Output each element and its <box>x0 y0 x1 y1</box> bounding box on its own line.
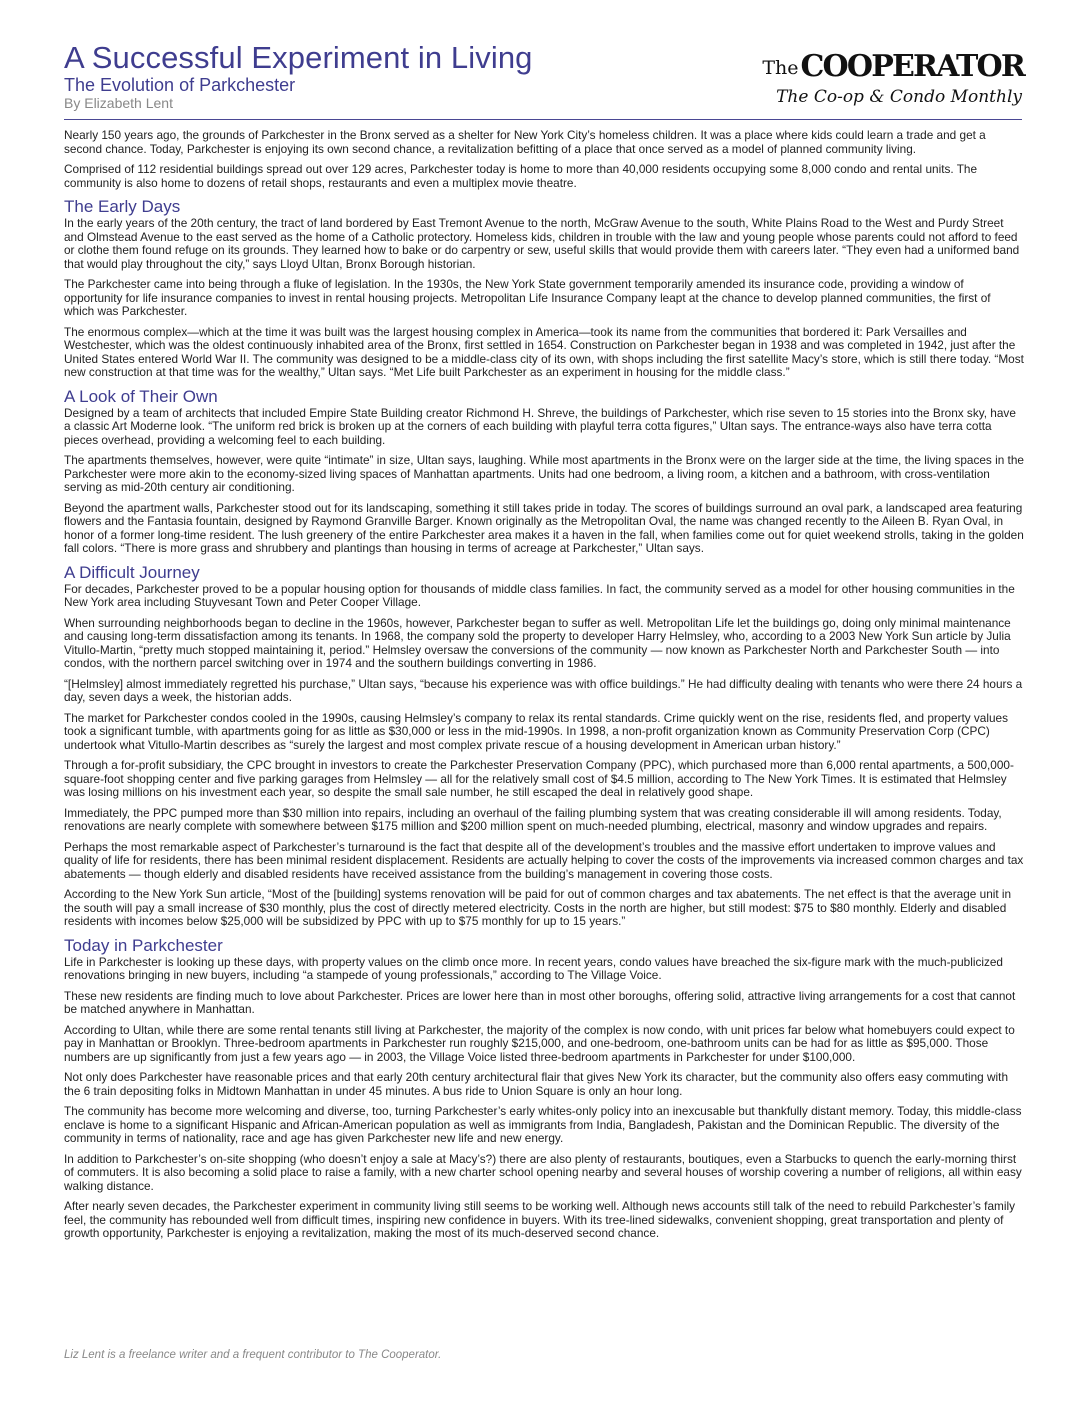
body-paragraph: Not only does Parkchester have reasonable prices and that early 20th century architectural flair that gives New York its character, but the community also offers easy commuting with the 6 train depositing folks in Midtown Manhattan in under 45 minutes. A bus ride to Union Square is only an hour long. <box>64 1070 1009 1098</box>
body-paragraph: Designed by a team of architects that included Empire State Building creator Richmond H. Shreve, the buildings of Parkchester, which rise seven to 15 stories into the Bronx sky, have a classic Art Moderne look. “The uniform red brick is broken up at the corners of each building with playful terra cotta figures,” Ultan says. The entrance-ways also have terra cotta pieces overhead, providing a welcoming feel to each building. <box>64 405 1016 447</box>
body-paragraph: In the early years of the 20th century, the tract of land bordered by East Tremont Avenue to the north, McGraw Avenue to the south, White Plains Road to the West and Purdy Street and Olmstead Avenue to the east served as the home of a Catholic protectory. Homeless kids, children in trouble with the law and young people whose parents could not afford to feed or clothe them found refuge on its grounds. They learned how to bake or do carpentry or sew, useful skills that would provide them with careers later. “They even had a uniformed band that would play throughout the city,” says Lloyd Ultan, Bronx Borough historian. <box>64 216 1020 271</box>
body-paragraph: The enormous complex—which at the time it was built was the largest housing complex in America—took its name from the communities that bordered it: Park Versailles and Westchester, which was the oldest continuously inhabited area of the Bronx, first settled in 1654. Construction on Parkchester began in 1938 and was completed in 1942, just after the United States entered World War II. The community was designed to be a middle-class city of its own, with shops including the first satellite Macy’s store, which is still there today. “Most new construction at that time was for the wealthy,” Ultan says. “Met Life built Parkchester as an experiment in housing for the middle class.” <box>64 324 1024 379</box>
body-paragraph: For decades, Parkchester proved to be a popular housing option for thousands of middle class families. In fact, the community served as a model for other housing communities in the New York area including Stuyvesant Town and Peter Cooper Village. <box>64 581 1015 609</box>
body-paragraph: These new residents are finding much to love about Parkchester. Prices are lower here than in most other boroughs, offering solid, attractive living arrangements for a cost that cannot be matched anywhere in Manhattan. <box>64 988 1016 1016</box>
body-paragraph: Immediately, the PPC pumped more than $30 million into repairs, including an overhaul of the failing plumbing system that was creating considerable ill will among residents. Today, renovations are nearly complete with somewhere between $175 million and $200 million spent on much-needed plumbing, electrical, masonry and window upgrades and repairs. <box>64 805 1002 833</box>
header-divider <box>64 119 1022 120</box>
article-byline: By Elizabeth Lent <box>64 95 173 111</box>
body-paragraph: The market for Parkchester condos cooled in the 1990s, causing Helmsley’s company to relax its rental standards. Crime quickly went on the rise, residents fled, and property values took a significant tumble, with apartments going for as little as $30,000 or less in the mid-1990s. In 1998, a non-profit organization known as Community Preservation Corp (CPC) undertook what Vitullo-Martin describes as “surely the largest and most complex private rescue of a housing development in American urban history.” <box>64 710 1008 752</box>
section-heading-early-days: The Early Days <box>64 197 181 216</box>
body-paragraph: According to Ultan, while there are some rental tenants still living at Parkchester, the majority of the complex is now condo, with unit prices far below what homebuyers could expect to pay in Manhattan or Brooklyn. Three-bedroom apartments in Parkchester run roughly $215,000, and one-bedroom, one-bathroom units can be had for as little as $95,000. Those numbers are up significantly from just a few years ago — in 2003, the Village Voice listed three-bedroom apartments in Parkchester for under $100,000. <box>64 1022 1015 1064</box>
section-heading-look-of-their-own: A Look of Their Own <box>64 386 218 406</box>
body-paragraph: Life in Parkchester is looking up these days, with property values on the climb once more. In recent years, condo values have breached the six-figure mark with the much-publicized renovations bringing in new buyers, including “a stampede of young professionals,” according to The Village Voice. <box>64 954 1003 982</box>
logo-tagline: The Co-op & Condo Monthly <box>776 87 1022 107</box>
publication-logo <box>724 49 1024 108</box>
logo-name: COOPERATOR <box>800 49 1024 84</box>
logo-the: The <box>762 57 799 79</box>
body-paragraph: According to the New York Sun article, “Most of the [building] systems renovation will be paid for out of common charges and tax abatements. The net effect is that the average unit in the south will pay a small increase of $30 monthly, plus the cost of directly metered electricity. Costs in the north are higher, but still modest: $75 to $80 monthly. Elderly and disabled residents with incomes below $25,000 will be subsidized by PPC with up to $75 monthly for up to 15 years.” <box>64 887 1012 928</box>
section-heading-difficult-journey: A Difficult Journey <box>64 562 200 582</box>
body-paragraph: “[Helmsley] almost immediately regretted his purchase,” Ultan says, “because his experience was with office buildings.” He had difficulty dealing with tenants who were there 24 hours a day, seven days a week, the historian adds. <box>64 676 1023 704</box>
body-paragraph: After nearly seven decades, the Parkchester experiment in community living still seems to be working well. Although news accounts still talk of the need to rebuild Parkchester’s family feel, the community has rebounded well from difficult times, inspiring new confidence in buyers. With its tree-lined sidewalks, convenient shopping, great transportation and plenty of growth opportunity, Parkchester is enjoying a revitalization, making the most of its much-deserved second chance. <box>64 1199 1015 1240</box>
author-note: Liz Lent is a freelance writer and a frequent contributor to The Cooperator. <box>64 1349 442 1361</box>
article-title: A Successful Experiment in Living <box>64 40 533 75</box>
body-paragraph: Beyond the apartment walls, Parkchester stood out for its landscaping, something it still takes pride in today. The scores of buildings surround an oval park, a landscaped area featuring flowers and the Fantasia fountain, designed by Raymond Granville Barger. Known originally as the Metropolitan Oval, the name was changed recently to the Aileen B. Ryan Oval, in honor of a former long-time resident. The lush greenery of the entire Parkchester area makes it a haven in the fall, when families come out for quiet weekend strolls, taking in the golden fall colors. “There is more grass and shrubbery and plantings than housing in terms of acreage at Parkchester,” Ultan says. <box>64 500 1024 555</box>
body-paragraph: In addition to Parkchester’s on-site shopping (who doesn’t enjoy a sale at Macy’s?) there are also plenty of restaurants, boutiques, even a Starbucks to quench the early-morning thirst of commuters. It is also becoming a solid place to raise a family, with a new charter school opening nearby and several houses of worship covering a number of religions, all within easy walking distance. <box>64 1151 1022 1193</box>
intro-paragraph: Comprised of 112 residential buildings spread out over 129 acres, Parkchester today is home to more than 40,000 residents occupying some 8,000 condo and rental units. The community is also home to dozens of retail shops, restaurants and even a multiplex movie theatre. <box>64 162 978 190</box>
body-paragraph: The community has become more welcoming and diverse, too, turning Parkchester’s early whites-only policy into an inexcusable but thankfully distant memory. Today, this middle-class enclave is home to a significant Hispanic and African-American population as well as immigrants from India, Bangladesh, Pakistan and the Dominican Republic. The diversity of the community in terms of nationality, race and age has given Parkchester new life and new energy. <box>64 1104 1022 1145</box>
logo-wordmark <box>724 49 1024 86</box>
body-paragraph: The Parkchester came into being through a fluke of legislation. In the 1930s, the New York State government temporarily amended its insurance code, providing a window of opportunity for life insurance companies to invest in rental housing projects. Metropolitan Life Insurance Company leapt at the chance to develop planned communities, the first of which was Parkchester. <box>64 277 991 318</box>
intro-paragraph: Nearly 150 years ago, the grounds of Parkchester in the Bronx served as a shelter for New York City’s homeless children. It was a place where kids could learn a trade and get a second chance. Today, Parkchester is enjoying its own second chance, a revitalization befitting of a place that once served as a model of planned community living. <box>64 128 986 156</box>
article-body <box>64 129 1024 1248</box>
body-paragraph: Perhaps the most remarkable aspect of Parkchester’s turnaround is the fact that despite all of the development’s troubles and the massive effort undertaken to improve values and quality of life for residents, there has been minimal resident displacement. Residents are actually helping to cover the costs of the improvements via increased common charges and tax abatements — though elderly and disabled residents have received assistance from the building’s management in covering those costs. <box>64 839 1024 881</box>
article-header <box>64 40 1024 120</box>
article-subtitle: The Evolution of Parkchester <box>64 75 296 95</box>
body-paragraph: The apartments themselves, however, were quite “intimate” in size, Ultan says, laughing. While most apartments in the Bronx were on the larger side at the time, the living spaces in the Parkchester were more akin to the economy-sized living spaces of Manhattan apartments. Units had one bedroom, a living room, a kitchen and a bathroom, with cross-ventilation serving as mid-20th century air conditioning. <box>64 453 1024 494</box>
section-heading-today: Today in Parkchester <box>64 935 223 955</box>
body-paragraph: When surrounding neighborhoods began to decline in the 1960s, however, Parkchester began to suffer as well. Metropolitan Life let the buildings go, doing only minimal maintenance and causing long-term dissatisfaction among its tenants. In 1968, the company sold the property to developer Harry Helmsley, who, according to a 2003 New York Sun article by Julia Vitullo-Martin, “pretty much stopped maintaining it, period.” Helmsley oversaw the conversions of the community — now known as Parkchester North and Parkchester South — into condos, with the northern parcel switching over in 1974 and the southern buildings converting in 1986. <box>64 615 1011 670</box>
body-paragraph: Through a for-profit subsidiary, the CPC brought in investors to create the Parkchester Preservation Company (PPC), which purchased more than 6,000 rental apartments, a 500,000-square-foot shopping center and five parking garages from Helmsley — all for the relatively small cost of $4.5 million, according to The New York Times. It is estimated that Helmsley was losing millions on his investment each year, so despite the small sale number, he still escaped the deal in relatively good shape. <box>64 758 1014 799</box>
